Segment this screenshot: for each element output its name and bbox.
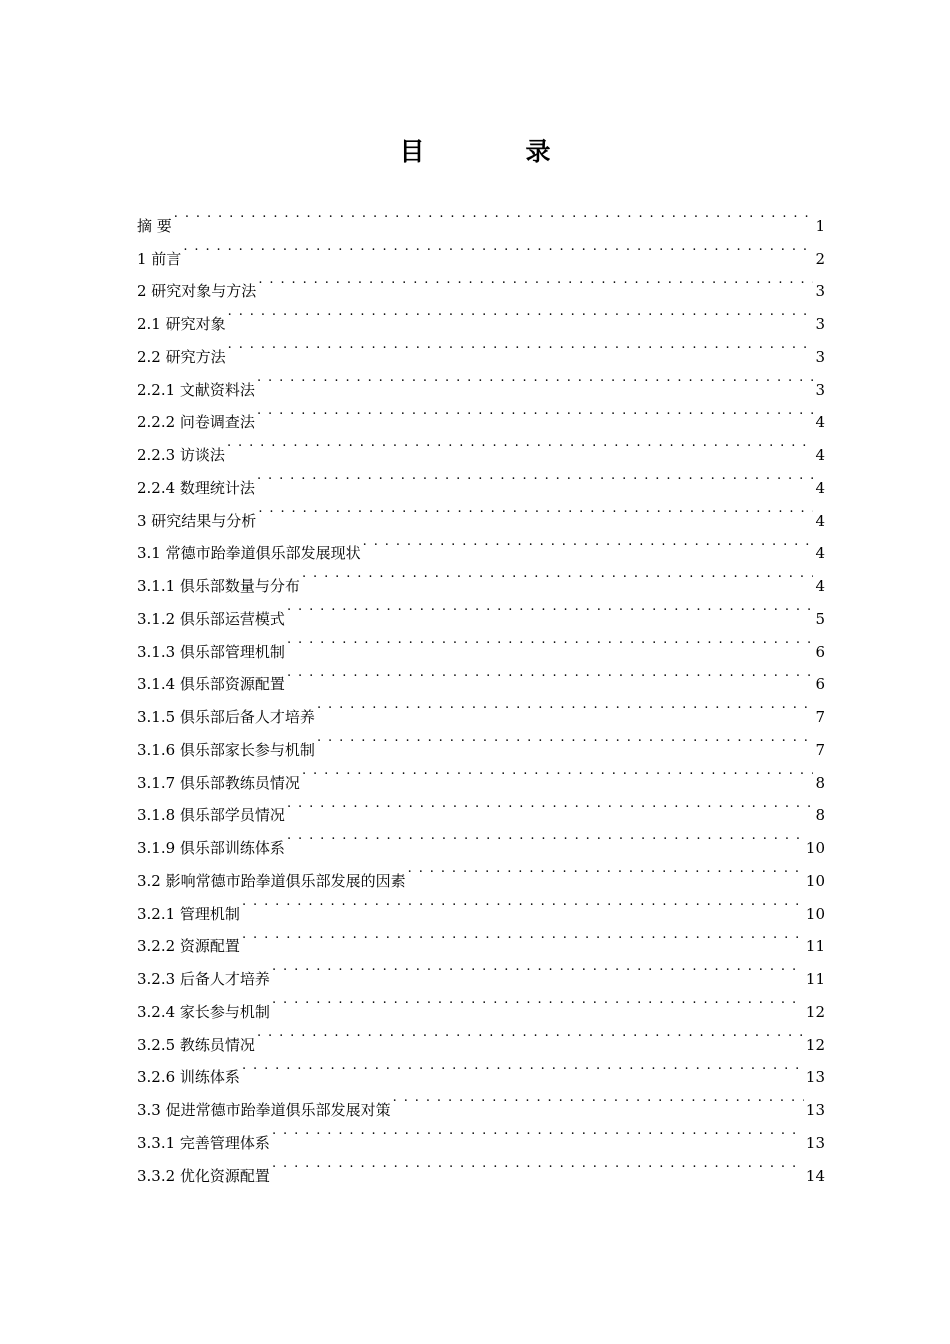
toc-entry[interactable] [137,198,825,235]
toc-dot-leader [257,1017,804,1050]
toc-dot-leader [272,1148,804,1181]
toc-entry-page-number: 13 [805,1068,825,1087]
toc-dot-leader [302,755,814,788]
toc-dot-leader [258,493,813,526]
toc-entry-page-number: 4 [815,577,825,595]
toc-dot-leader [287,788,814,821]
toc-dot-leader [242,886,804,919]
toc-entry-page-number: 6 [815,642,825,661]
toc-dot-leader [257,395,814,428]
toc-entry-page-number: 13 [805,1133,825,1152]
toc-dot-leader [257,362,814,395]
toc-dot-leader [242,919,804,952]
toc-dot-leader [287,591,814,624]
toc-entry-page-number: 5 [815,609,825,628]
toc-entry-label: 3.2.2 资源配置 [137,937,240,956]
toc-dot-leader [408,853,804,886]
toc-entry-label: 3.3 促进常德市跆拳道俱乐部发展对策 [137,1101,391,1119]
toc-dot-leader [302,558,814,591]
toc-entry-page-number: 3 [815,380,825,399]
toc-entry-label: 3.1.3 俱乐部管理机制 [137,642,285,661]
toc-entry-label: 2.1 研究对象 [137,315,226,333]
toc-dot-leader [287,657,814,690]
toc-dot-leader [287,624,814,657]
toc-entry-page-number: 3 [815,282,825,301]
toc-entry-label: 3.1.5 俱乐部后备人才培养 [137,708,315,726]
toc-entry-label: 3.2.4 家长参与机制 [137,1002,270,1021]
toc-entry-page-number: 12 [805,1002,825,1021]
toc-entry-label: 3.3.2 优化资源配置 [137,1166,270,1185]
toc-entry[interactable] [137,296,825,333]
toc-entry-label: 3.1.4 俱乐部资源配置 [137,675,285,694]
toc-entry[interactable] [137,329,825,366]
toc-dot-leader [287,820,804,853]
toc-entry-page-number: 6 [815,675,825,694]
toc-dot-leader [317,722,814,755]
toc-entry-label: 2.2.2 问卷调查法 [137,413,255,432]
toc-dot-leader [257,460,814,493]
toc-dot-leader [228,296,814,329]
toc-entry[interactable] [137,264,825,301]
toc-entry-page-number: 2 [815,249,825,268]
toc-entry-page-number: 4 [815,413,825,432]
toc-entry-page-number: 3 [815,315,825,333]
toc-entry-label: 3 研究结果与分析 [137,511,257,530]
toc-dot-leader [317,689,814,722]
toc-entry-label: 1 前言 [137,249,182,268]
toc-entry-page-number: 1 [815,216,825,235]
toc-dot-leader [258,264,813,297]
toc-entry-page-number: 8 [815,773,825,792]
toc-dot-leader [272,1115,804,1148]
toc-entry-label: 2.2.3 访谈法 [137,446,225,464]
toc-dot-leader [363,526,814,559]
toc-entry[interactable] [137,919,825,956]
toc-entry-page-number: 11 [805,970,825,988]
toc-entry-label: 3.1.6 俱乐部家长参与机制 [137,740,315,759]
toc-entry-label: 3.3.1 完善管理体系 [137,1133,270,1152]
page-title: 目 录 [399,137,589,166]
toc-entry-page-number: 11 [805,937,825,956]
toc-entry-page-number: 10 [805,839,825,857]
toc-entry-label: 3.1.8 俱乐部学员情况 [137,806,285,825]
toc-entry[interactable] [137,231,825,268]
toc-entry-page-number: 14 [805,1166,825,1185]
toc-entry-label: 摘 要 [137,216,172,235]
toc-entry[interactable] [137,1082,825,1119]
toc-dot-leader [183,231,813,264]
toc-dot-leader [227,427,814,460]
toc-entry-page-number: 4 [815,544,825,563]
toc-entry-page-number: 4 [815,478,825,497]
toc-entry-page-number: 10 [805,871,825,890]
toc-entry[interactable] [137,460,825,497]
toc-entry[interactable] [137,951,825,988]
toc-entry-label: 3.2.6 训练体系 [137,1068,240,1087]
toc-entry-label: 3.2 影响常德市跆拳道俱乐部发展的因素 [137,871,406,890]
toc-entry[interactable] [137,427,825,464]
toc-entry-page-number: 8 [815,806,825,825]
toc-entry-label: 3.1.9 俱乐部训练体系 [137,839,285,857]
toc-entry-label: 3.1.7 俱乐部教练员情况 [137,773,300,792]
toc-entry-page-number: 4 [815,446,825,464]
toc-entry-label: 2 研究对象与方法 [137,282,257,301]
toc-entry-page-number: 3 [815,347,825,366]
toc-entry-label: 3.2.1 管理机制 [137,904,240,923]
toc-entry-page-number: 13 [805,1101,825,1119]
toc-entry-label: 3.2.3 后备人才培养 [137,970,270,988]
toc-dot-leader [228,329,814,362]
toc-dot-leader [242,1050,804,1083]
toc-entry-label: 3.1.1 俱乐部数量与分布 [137,577,300,595]
toc-entry-page-number: 7 [815,708,825,726]
toc-dot-leader [174,198,814,231]
toc-entry-page-number: 12 [805,1035,825,1054]
toc-entry-page-number: 7 [815,740,825,759]
toc-entry-label: 2.2.1 文献资料法 [137,380,255,399]
toc-dot-leader [393,1082,804,1115]
toc-entry-label: 3.1.2 俱乐部运营模式 [137,609,285,628]
toc-entry-label: 2.2 研究方法 [137,347,226,366]
toc-entry-label: 3.2.5 教练员情况 [137,1035,255,1054]
toc-entry[interactable] [137,362,825,399]
toc-entry-page-number: 4 [815,511,825,530]
toc-dot-leader [272,984,804,1017]
toc-dot-leader [272,951,804,984]
toc-entry-label: 2.2.4 数理统计法 [137,478,255,497]
toc-entry-label: 3.1 常德市跆拳道俱乐部发展现状 [137,544,361,563]
toc-entry-page-number: 10 [805,904,825,923]
table-of-contents [137,198,825,1185]
